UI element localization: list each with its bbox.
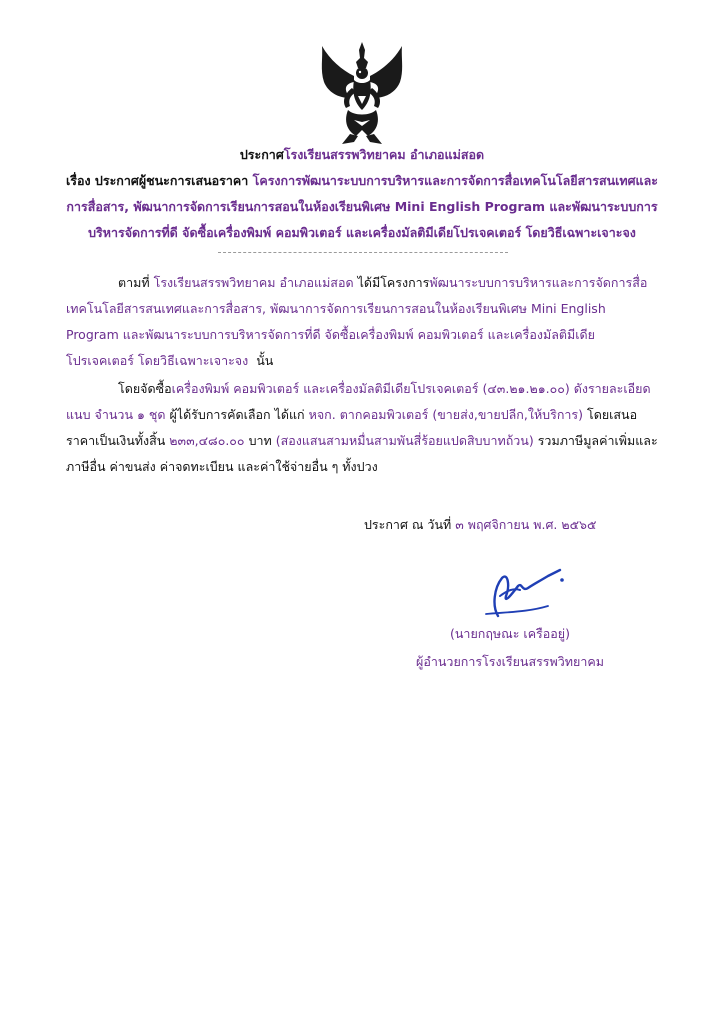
announce-date-value: ๓ พฤศจิกายน พ.ศ. ๒๕๖๕ [455,517,597,532]
subject-text-1: โครงการพัฒนาระบบการบริหารและการจัดการสื่อเทคโนโลยีสารสนเทศและ [252,173,658,188]
signer-title: ผู้อำนวยการโรงเรียนสรรพวิทยาคม [416,654,604,669]
subject-line-3: บริหารจัดการที่ดี จัดซื้อเครื่องพิมพ์ คอมพิวเตอร์ และเครื่องมัลติมีเดียโปรเจคเตอร์ โดยวิธีเฉพาะเจาะจง [88,225,636,240]
para1-school: โรงเรียนสรรพวิทยาคม อำเภอแม่สอด [153,275,354,290]
signature-mark [478,566,570,620]
para2-price-lead: โดยเสนอราคาเป็นเงินทั้งสิ้น [66,407,638,448]
para2-tail: รวมภาษีมูลค่าเพิ่มและภาษีอื่น ค่าขนส่ง ค่าจดทะเบียน และค่าใช้จ่ายอื่น ๆ ทั้งปวง [66,433,658,474]
para2-winner: หจก. ตากคอมพิวเตอร์ (ขายส่ง,ขายปลีก,ให้บริการ) [308,407,584,422]
heading-school-name: โรงเรียนสรรพวิทยาคม อำเภอแม่สอด [283,147,485,162]
announce-label: ประกาศ ณ วันที่ [364,517,452,532]
paragraph-winner [66,376,662,480]
paragraph-project [66,270,662,374]
divider-line [218,252,508,253]
para2-item: เครื่องพิมพ์ คอมพิวเตอร์ และเครื่องมัลติมีเดียโปรเจคเตอร์ (๔๓.๒๑.๒๑.๐๐) ดังรายละเอียดแนบ [66,381,651,422]
para1-end: นั้น [256,353,274,368]
para1-mid: ได้มีโครงการ [357,275,430,290]
para2-qty: จำนวน ๑ ชุด [94,407,166,422]
para2-price-unit: บาท [248,433,272,448]
para1-project: พัฒนาระบบการบริหารและการจัดการสื่อเทคโนโลยีสารสนเทศและการสื่อสาร, พัฒนาการจัดการเรียนการสอนในห้องเรียนพิเศษ Mini English Program และพัฒนาระบบการบริหารจัดการที่ดี จัดซื้อเครื่องพิมพ์ คอมพิวเตอร์ และเครื่องมัลติมีเดียโปรเจคเตอร์ โดยวิธีเฉพาะเจาะจง [66,275,648,368]
subject-prefix: เรื่อง ประกาศผู้ชนะการเสนอราคา [65,173,249,188]
subject-line-2: การสื่อสาร, พัฒนาการจัดการเรียนการสอนในห้องเรียนพิเศษ Mini English Program และพัฒนาระบบการ [66,199,658,214]
para1-lead: ตามที่ [118,275,150,290]
garuda-emblem-icon [314,40,410,146]
para2-price: ๒๓๓,๔๘๐.๐๐ [169,433,245,448]
para2-lead: โดยจัดซื้อ [118,381,172,396]
announcement-date [364,514,596,536]
subject-line-1 [52,168,672,194]
announcement-heading [52,142,672,168]
para2-winner-lead: ผู้ได้รับการคัดเลือก ได้แก่ [169,407,305,422]
heading-prefix: ประกาศ [239,147,284,162]
signer-name: (นายกฤษณะ เครืออยู่) [450,626,570,641]
para2-price-words: (สองแสนสามหมื่นสามพันสี่ร้อยแปดสิบบาทถ้วน) [275,433,534,448]
